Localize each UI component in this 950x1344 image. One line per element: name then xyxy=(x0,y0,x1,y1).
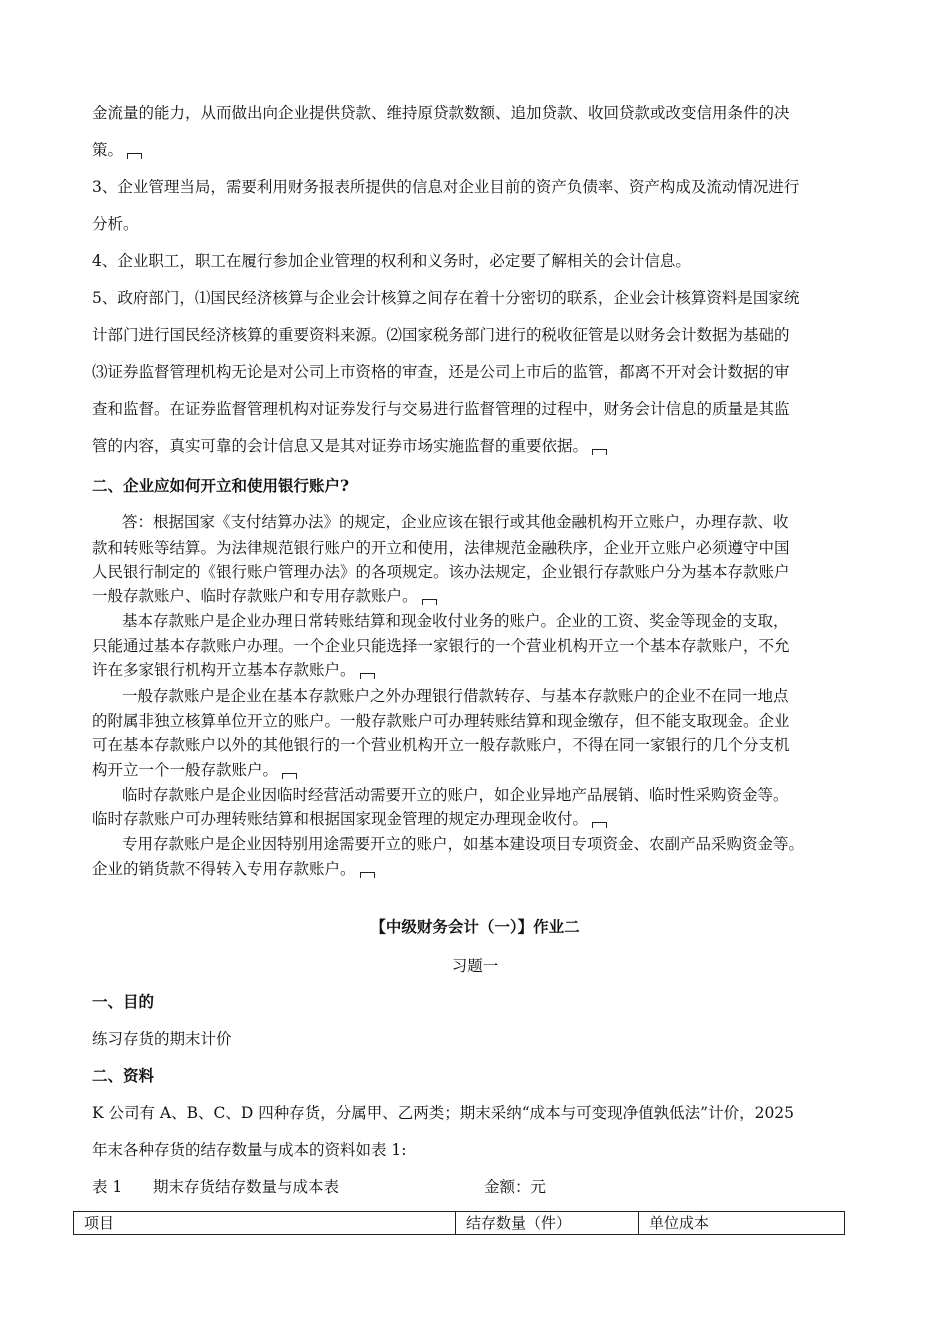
purpose-text: 练习存货的期末计价 xyxy=(92,1030,232,1048)
assignment-title: 【中级财务会计（一）】作业二 xyxy=(370,917,580,936)
paragraph-mark-icon xyxy=(127,153,142,159)
paragraph-line: 3、企业管理当局，需要利用财务报表所提供的信息对企业目前的资产负债率、资产构成及流动情况进行 xyxy=(92,178,800,196)
answer-line: 专用存款账户是企业因特别用途需要开立的账户，如基本建设项目专项资金、农副产品采购资金等。 xyxy=(122,835,805,853)
purpose-heading: 一、目的 xyxy=(92,992,155,1011)
answer-line: 许在多家银行机构开立基本存款账户。 xyxy=(92,660,872,680)
material-line: 年末各种存货的结存数量与成本的资料如表 1: xyxy=(92,1141,407,1159)
paragraph-line: 分析。 xyxy=(92,215,139,233)
answer-line: 临时存款账户是企业因临时经营活动需要开立的账户，如企业异地产品展销、临时性采购资金等。 xyxy=(122,786,789,804)
answer-line: 构开立一个一般存款账户。 xyxy=(92,760,872,780)
table-header-cell: 结存数量（件） xyxy=(455,1212,648,1234)
material-line: K 公司有 A、B、C、D 四种存货，分属甲、乙两类；期末采纳“成本与可变现净值孰低法”计价，2025 xyxy=(92,1104,795,1122)
table-number: 表 1 xyxy=(92,1178,123,1196)
exercise-title: 习题一 xyxy=(451,957,499,975)
answer-line: 款和转账等结算。为法律规范银行账户的开立和使用，法律规范金融秩序，企业开立账户必须遵守中国 xyxy=(92,539,790,557)
paragraph-line: 策。 xyxy=(92,140,872,160)
paragraph-mark-icon xyxy=(422,599,437,605)
answer-line: 一般存款账户是企业在基本存款账户之外办理银行借款转存、与基本存款账户的企业不在同一地点 xyxy=(122,687,789,705)
paragraph-line: 5、政府部门，⑴国民经济核算与企业会计核算之间存在着十分密切的联系，企业会计核算资料是国家统 xyxy=(92,289,800,307)
answer-line: 企业的销货款不得转入专用存款账户。 xyxy=(92,859,872,879)
paragraph-mark-icon xyxy=(282,773,297,779)
table-title: 期末存货结存数量与成本表 xyxy=(153,1178,340,1196)
answer-line: 一般存款账户、临时存款账户和专用存款账户。 xyxy=(92,586,872,606)
table-header-cell: 单位成本 xyxy=(638,1212,845,1234)
answer-line: 临时存款账户可办理转账结算和根据国家现金管理的规定办理现金收付。 xyxy=(92,809,872,829)
paragraph-line: 管的内容，真实可靠的会计信息又是其对证券市场实施监督的重要依据。 xyxy=(92,436,872,456)
paragraph-line: 查和监督。在证券监督管理机构对证券发行与交易进行监督管理的过程中，财务会计信息的质量是其监 xyxy=(92,400,790,418)
answer-line: 答：根据国家《支付结算办法》的规定，企业应该在银行或其他金融机构开立账户，办理存款、收 xyxy=(122,513,789,531)
question-heading: 二、企业应如何开立和使用银行账户? xyxy=(92,476,350,495)
material-heading: 二、资料 xyxy=(92,1066,155,1085)
answer-line: 可在基本存款账户以外的其他银行的一个营业机构开立一般存款账户，不得在同一家银行的几个分支机 xyxy=(92,736,790,754)
table-header-cell: 项目 xyxy=(84,1214,115,1232)
paragraph-mark-icon xyxy=(592,822,607,828)
answer-line: 基本存款账户是企业办理日常转账结算和现金收付业务的账户。企业的工资、奖金等现金的支取， xyxy=(122,612,789,630)
paragraph-mark-icon xyxy=(360,673,375,679)
paragraph-line: 计部门进行国民经济核算的重要资料来源。⑵国家税务部门进行的税收征管是以财务会计数据为基础的 xyxy=(92,326,790,344)
paragraph-line: 4、企业职工，职工在履行参加企业管理的权利和义务时，必定要了解相关的会计信息。 xyxy=(92,252,691,270)
paragraph-line: 金流量的能力，从而做出向企业提供贷款、维持原贷款数额、追加贷款、收回贷款或改变信用条件的决 xyxy=(92,104,790,122)
inventory-table xyxy=(73,1211,845,1235)
answer-line: 只能通过基本存款账户办理。一个企业只能选择一家银行的一个营业机构开立一个基本存款账户，不允 xyxy=(92,637,790,655)
paragraph-line: ⑶证券监督管理机构无论是对公司上市资格的审查，还是公司上市后的监管，都离不开对会计数据的审 xyxy=(92,363,790,381)
paragraph-mark-icon xyxy=(592,449,607,455)
table-unit: 金额：元 xyxy=(484,1178,547,1196)
paragraph-mark-icon xyxy=(360,872,375,878)
answer-line: 的附属非独立核算单位开立的账户。一般存款账户可办理转账结算和现金缴存，但不能支取现金。企业 xyxy=(92,712,790,730)
answer-line: 人民银行制定的《银行账户管理办法》的各项规定。该办法规定，企业银行存款账户分为基本存款账户 xyxy=(92,563,790,581)
